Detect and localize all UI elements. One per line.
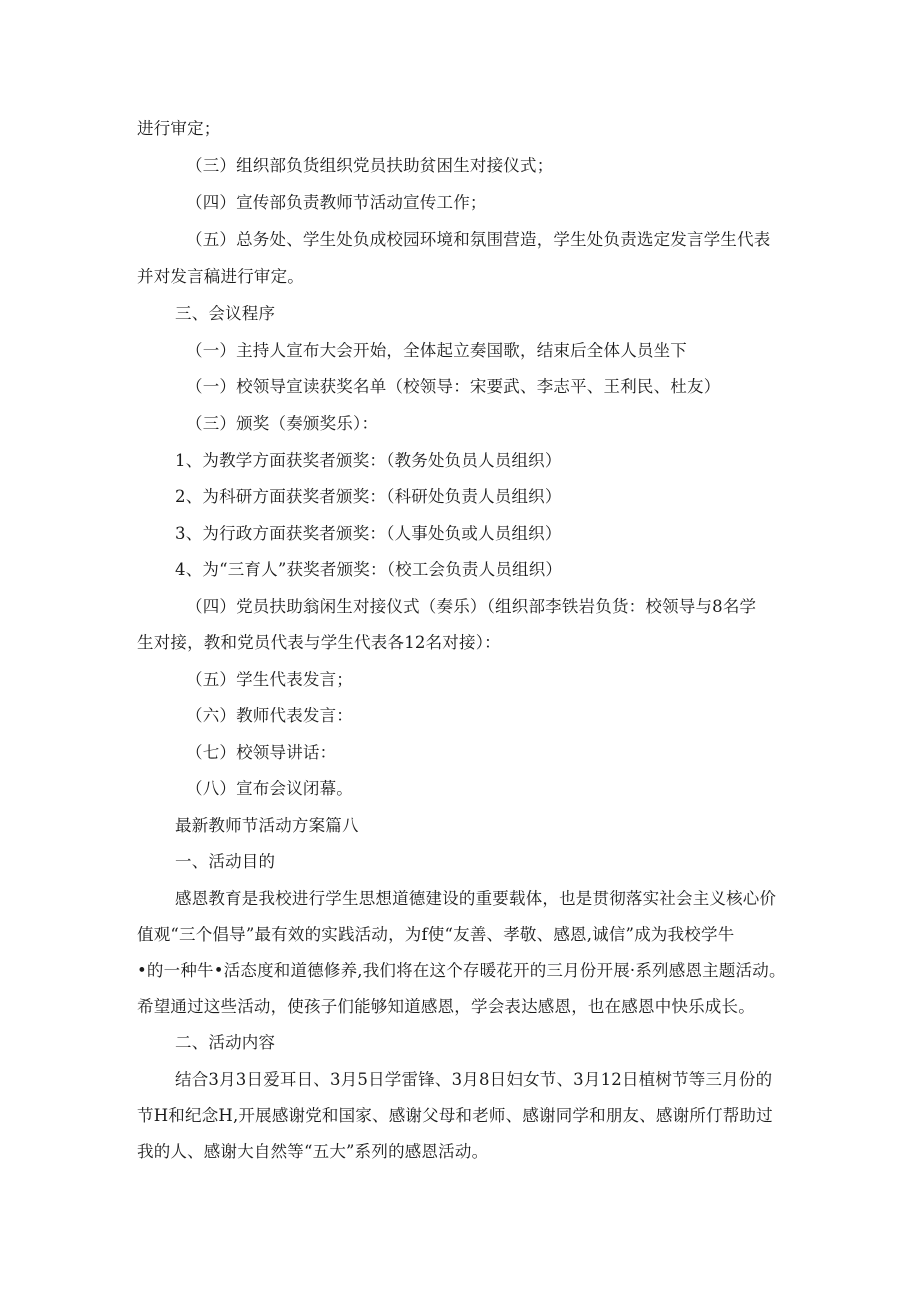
text-line-item: （三）颁奖（奏颁奖乐）： — [186, 414, 379, 433]
text-line-continuation: 并对发言稿进行审定。 — [137, 267, 304, 286]
text-line-item: （八）宣布会议闭幕。 — [186, 779, 353, 798]
paragraph-line: 节H和纪念H,开展感谢党和国家、感谢父母和老师、感谢同学和朋友、感谢所仃帮助过 — [137, 1106, 773, 1125]
text-line-item: （一）主持人宣布大会开始，全体起立奏国歌，结束后全体人员坐下 — [186, 341, 687, 360]
section-heading: 二、活动内容 — [175, 1033, 276, 1052]
text-line-item: （六）教师代表发言： — [186, 706, 353, 725]
paragraph-line: 希望通过这些活动，使孩子们能够知道感恩，学会表达感恩，也在感恩中快乐成长。 — [137, 997, 755, 1016]
text-line-subitem: 3、为行政方面获奖者颁奖：（人事处负或人员组织） — [175, 524, 562, 543]
text-line-subitem: 2、为科研方面获奖者颁奖：（科研处负责人员组织） — [175, 487, 562, 506]
paragraph-line: 结合3月3日爱耳日、3月5日学雷锋、3月8日妇女节、3月12日植树节等三月份的 — [175, 1070, 773, 1089]
text-line-subitem: 1、为教学方面获奖者颁奖：（教务处负员人员组织） — [175, 451, 562, 470]
text-line-item: （四）党员扶助翁闲生对接仪式（奏乐）（组织部李铁岩负货：校领导与8名学 — [186, 597, 757, 616]
text-line-subitem: 4、为“三育人”获奖者颁奖：（校工会负责人员组织） — [175, 560, 563, 579]
text-line-continuation: 进行审定； — [137, 119, 221, 138]
paragraph-line: •的一种牛•活态度和道德修养,我们将在这个存暖花开的三月份开展·系列感恩主题活动。 — [137, 961, 786, 980]
text-line-item: （七）校领导讲话： — [186, 743, 337, 762]
paragraph-line: 我的人、感谢大自然等“五大”系列的感恩活动。 — [137, 1142, 489, 1161]
text-line-item: （五）学生代表发言； — [186, 670, 353, 689]
text-line-item: （三）组织部负货组织党员扶助贫困生对接仪式； — [186, 156, 554, 175]
paragraph-line: 值观“三个倡导”最有效的实践活动，为f使“友善、孝敬、感恩,诚信”成为我校学牛 — [137, 925, 735, 944]
section-heading: 三、会议程序 — [175, 304, 276, 323]
paragraph-line: 感恩教育是我校进行学生思想道德建设的重要载体，也是贯彻落实社会主义核心价 — [175, 889, 777, 908]
section-heading: 一、活动目的 — [175, 852, 276, 871]
text-line-item: （一）校领导宣读获奖名单（校领导：宋要武、李志平、王利民、杜友） — [186, 377, 721, 396]
text-line-continuation: 生对接，教和党员代表与学生代表各12名对接）： — [137, 633, 501, 652]
article-title: 最新教师节活动方案篇八 — [175, 816, 359, 835]
text-line-item: （四）宣传部负责教师节活动宣传工作； — [186, 193, 487, 212]
text-line-item: （五）总务处、学生处负成校园环境和氛围营造，学生处负责选定发言学生代表 — [186, 230, 771, 249]
